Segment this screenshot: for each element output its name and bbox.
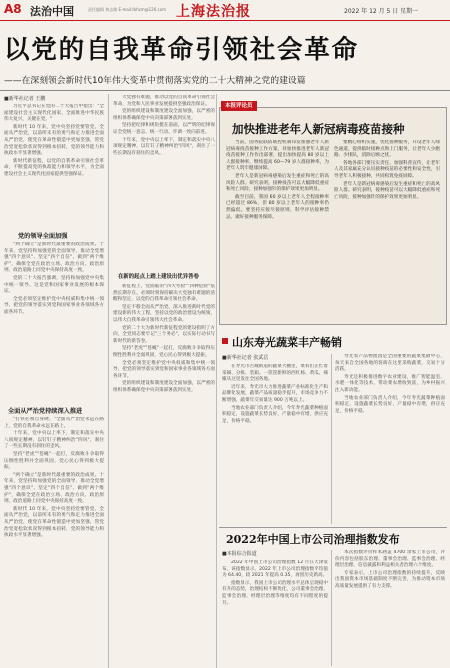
story2-title: 山东寿光蔬菜丰产畅销 — [232, 336, 342, 349]
story3-col2 — [335, 550, 445, 666]
paragraph: 新时代新征程，以党的自我革命引领社会革命，不断提高党的执政能力和领导水平，为全面建设社会主义现代化国家提供坚强保证。 — [4, 158, 104, 177]
editor-line: 责任编辑 黄志敏 E-mail:lbhzm@126.com — [88, 7, 167, 12]
column-divider — [108, 94, 109, 668]
lead-col1-top — [4, 104, 104, 227]
story2-col1 — [222, 364, 328, 524]
paragraph: 新时代 10 年来，党中央坚持党要管党、全面从严治党，以前所未有的勇气和定力推进全面从严治党，使党在革命性锻造中更加坚强，管党治党宽松软状况得到根本扭转，党的领导能力和执政水平显著增强。 — [4, 506, 104, 539]
paragraph: 全党必须坚定维护党中央权威和集中统一领导，把党的领导落实到党和国家事业各领域各方面各环节。 — [113, 360, 215, 379]
paragraph: 全党必须坚定维护党中央权威和集中统一领导，把党的领导落实到党和国家事业各领域各方面各环节。 — [4, 296, 104, 315]
lead-col1-bottom — [4, 417, 104, 666]
lead-col2-bottom — [113, 284, 215, 666]
column-divider — [331, 550, 332, 666]
lead-col1-mid — [4, 242, 104, 402]
paragraph: 党的组织建设和制度建设全面加强，以严密的组织体系确保党中央决策部署落到实处。 — [113, 381, 215, 393]
paragraph: 近年来，寿光市大力推进蔬菜产业标准化生产和品牌化发展，蔬菜产品质量稳步提升，市场竞争力不断增强，蔬菜年交易量达 900 万吨以上。 — [222, 384, 328, 403]
paragraph: 坚持"老虎""苍蝇"一起打，反腐败斗争取得压倒性胜利并全面巩固，党心民心得到极大提振。 — [4, 451, 104, 471]
paragraph: 坚定不移全面从严治党，深入推进新时代党的建设新的伟大工程，坚持以党的政治建设为统领，以伟大自我革命引领伟大社会革命。 — [113, 304, 215, 323]
paragraph: 老年人是新冠病毒感染后发生重症和死亡的高风险人群。研究表明，接种疫苗可以大幅降低重症和死亡风险，接种加强针的保护效果更加明显。 — [226, 173, 329, 193]
paragraph: 新时代 10 年来，党中央坚持党要管党、全面从严治党，以前所未有的勇气和定力推进全面从严治党，使党在革命性锻造中更加坚强，管党治党宽松软状况得到根本扭转，党的领导能力和执政水平显著增强。 — [4, 124, 104, 157]
page-code: A8 — [4, 2, 22, 16]
paragraph: 寿光农产品物流园是全国重要的蔬菜集散中心，每天来自全国各地的客商在这里采购蔬菜，交易十分活跃。 — [335, 354, 445, 373]
paragraph: 老年人是新冠病毒感染后发生重症和死亡的高风险人群。研究表明，接种疫苗可以大幅降低重症和死亡风险，接种加强针的保护效果更加明显。 — [334, 181, 440, 200]
lead-byline: ■新华社记者 王鹏 — [4, 96, 46, 102]
editorial-badge: 本报评论员 — [221, 101, 257, 111]
paragraph: 本次指数评价样本涵盖 4700 余家上市公司，评价内容包括股东治理、董事会治理、监事会治理、经理层治理、信息披露和利益相关者治理六个维度。 — [335, 550, 445, 569]
paragraph: 当地农业部门负责人介绍，今年寿光蔬菜种植面积稳定，设施蔬菜长势良好，产量稳中有增，供应充足，价格平稳。 — [222, 405, 328, 424]
paragraph: 专家表示，上市公司治理指数的持续提升，反映出我国资本市场基础制度不断完善，为推动资本市场高质量发展提供了有力支撑。 — [335, 570, 445, 589]
paragraph: 十年来，党中央以上率下，制定和落实中央八项规定精神，以钉钉子精神纠治"四风"，刹住了一些长期没有刹住的歪风。 — [4, 431, 104, 450]
lead-col2-top — [113, 95, 215, 270]
paragraph: 寿光还积极推进数字农业建设，推广智能温室、水肥一体化等技术，带动菜农增收致富，为乡村振兴注入新动能。 — [335, 374, 445, 393]
story-marker — [222, 338, 228, 344]
story3-col1 — [222, 560, 328, 666]
story2-byline: ■新华社记者 张武岳 — [222, 355, 269, 361]
paragraph: 十年来，党中央以上率下，制定和落实中央八项规定精神，以钉钉子精神纠治"四风"，刹住了一些长期没有刹住的歪风。 — [113, 137, 215, 156]
lead-subhead: ——在深刻领会新时代10年伟大变革中贯彻落实党的二十大精神之党的建设篇 — [4, 76, 306, 86]
paragraph: 要精心组织实施，优化接种服务，开设老年人绿色通道，提供临时接种点和上门服务，让老年人少跑路、少排队，消除后顾之忧。 — [334, 140, 440, 159]
paragraph: "两个确立"是新时代最重要的政治成果。十年来，党坚持和加强党的全面领导，推动全党增强"四个意识"、坚定"四个自信"、做到"两个维护"，确保全党在政治立场、政治方向、政治原则、政治道路上同党中央保持高度一致。 — [4, 242, 104, 274]
story2-col2 — [335, 354, 445, 524]
paragraph: 各地各部门要压实责任，加强科普宣传，让老年人及其家属充分认识接种疫苗的必要性和安全性，引导老年人积极接种，共同构筑免疫屏障。 — [334, 160, 440, 179]
editorial-col1 — [226, 140, 329, 318]
paragraph: "两个确立"是新时代最重要的政治成果。十年来，党坚持和加强党的全面领导，推动全党增强"四个意识"、坚定"四个自信"、做到"两个维护"，确保全党在政治立场、政治方向、政治原则、政治道路上同党中央保持高度一致。 — [4, 472, 104, 505]
paragraph: "打铁必须自身硬。"全面从严治党永远在路上，党的自我革命永远在路上。 — [4, 417, 104, 429]
newspaper-brand: 上海法治报 — [176, 4, 251, 20]
lead-subtitle-1: 党的领导全面加强 — [18, 233, 68, 240]
story3-title: 2022年中国上市公司治理指数发布 — [226, 533, 400, 546]
paragraph: 截至目前，我国 60 岁以上老年人全程接种率已经超过 86%，但 80 岁以上老年人的接种率仍然偏低。要坚持应接尽接原则，科学评估接种禁忌，做好接种服务保障。 — [226, 194, 329, 220]
paragraph: 坚持"老虎""苍蝇"一起打，反腐败斗争取得压倒性胜利并全面巩固，党心民心得到极大提振。 — [113, 346, 215, 358]
headline-divider — [0, 90, 450, 91]
paragraph: 党的二十大为新时代新征程党的建设指明了方向，全党同志要牢记"三个务必"，以实际行动书写新时代的新答卷。 — [113, 325, 215, 344]
paragraph: 在寿光市古城街道的蔬菜大棚里，菜农们正忙着采摘、分拣、装箱。一筐筐新鲜的西红柿、黄瓜、辣椒从这里发往全国各地。 — [222, 364, 328, 383]
column-divider — [216, 94, 217, 668]
section-name: 法治中国 — [30, 5, 74, 18]
paragraph: 党的二十大报告强调，坚持和加强党中央集中统一领导。这是党和国家事业发展的根本保证。 — [4, 275, 104, 295]
editorial-col2 — [334, 140, 440, 318]
paragraph: 大党独有难题，推动以党的自我革命引领社会革命，为党和人民事业发展提供坚强政治保证。 — [113, 95, 215, 107]
paragraph: 党的组织建设和制度建设全面加强，以严密的组织体系确保党中央决策部署落到实处。 — [113, 109, 215, 121]
paragraph: 坚持把纪律和规矩挺在前面，以严明的纪律保证全党统一意志、统一行动、步调一致向前进。 — [113, 123, 215, 135]
editorial-title: 加快推进老年人新冠病毒疫苗接种 — [232, 122, 405, 136]
paragraph: 当地农业部门负责人介绍，今年寿光蔬菜种植面积稳定，设施蔬菜长势良好，产量稳中有增，供应充足，价格平稳。 — [335, 395, 445, 414]
paragraph: 2022 年中国上市公司治理指数 12 月在天津发布。该指数显示，2022 年上市公司治理指数平均值为 64.40，较 2021 年提高 0.35，再创历史新高。 — [222, 560, 328, 579]
issue-date: 2022 年 12 月 5 日 星期一 — [344, 8, 419, 15]
lead-headline: 以党的自我革命引领社会革命 — [4, 35, 359, 65]
paragraph: 新征程上，党面临的"四大考验""四种危险"依然长期存在。必须时刻保持解决大党独有难题的清醒和坚定，以党的自我革命引领社会革命。 — [113, 284, 215, 303]
lead-subtitle-3: 在新的起点上踏上建设出优异答卷 — [118, 274, 199, 280]
column-divider — [331, 354, 332, 524]
story-divider — [219, 527, 447, 528]
paragraph: 当前，国务院联防联控机制印发加强老年人新冠病毒疫苗接种工作方案，对加快推进老年人新冠疫苗接种工作作出部署，提出加快提高 80 岁以上人群接种率，继续提高 60—79 岁人群接种率，为老年人筑牢健康屏障。 — [226, 140, 329, 172]
lead-subtitle-2: 全面从严治党持续深入推进 — [8, 408, 83, 415]
paragraph: 习近平总书记在党的二十大报告中指出："全面建设社会主义现代化国家、全面推进中华民族伟大复兴，关键在党。" — [4, 104, 104, 123]
paragraph: 指数显示，我国上市公司治理水平总体呈现稳中有升的态势，治理结构不断优化，公司董事会治理、监事会治理、经理层治理等维度均有不同程度的提升。 — [222, 580, 328, 606]
story3-byline: ■本报综合报道 — [222, 551, 257, 557]
